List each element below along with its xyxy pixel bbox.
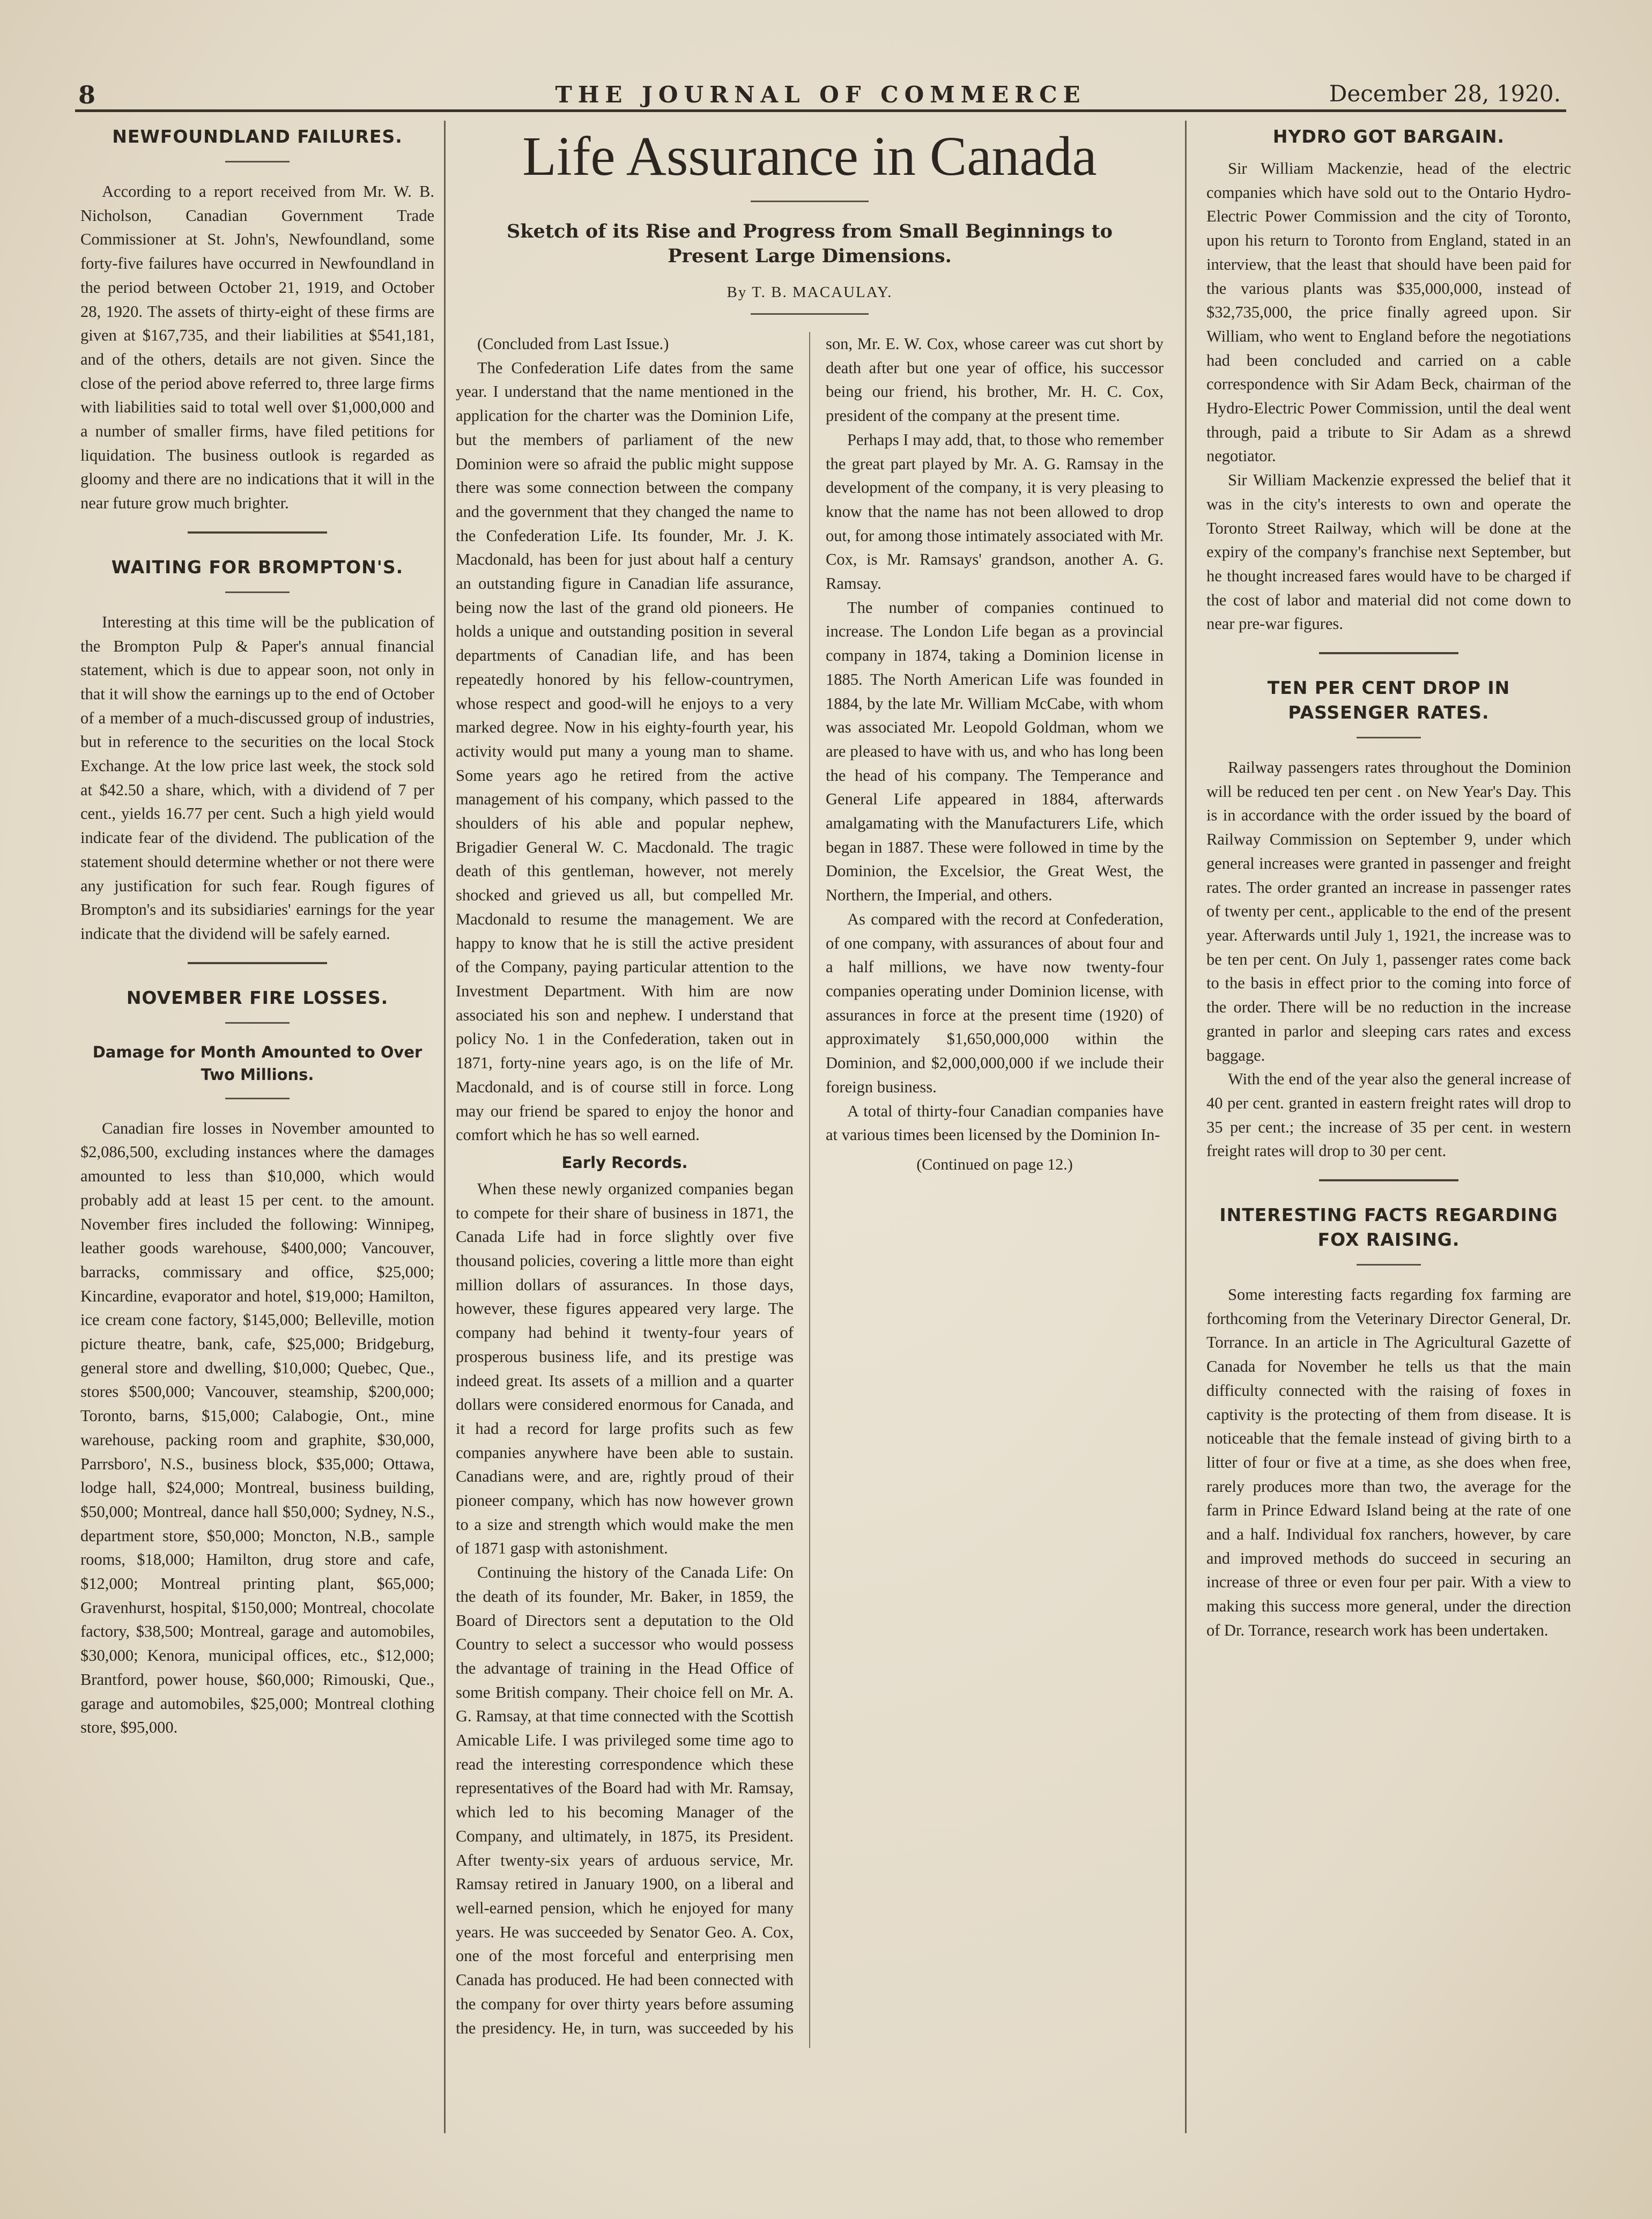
article-paragraph: Continuing the history of the Canada Life: On the death of its founder, Mr. Baker, in 1859, the Board of Directors sent a deputation to the Old Country to select a successor who would possess the advantage of training in the Head Office of some British company. Their choice fell on Mr. A. G. Ramsay, at that time connected with the Scottish Amicable Life. I was privileged some time ago to read the interesting correspondence which these representatives of the Board had with Mr. Ramsay, which led to his becoming Manager of the Company, and ultimately, in 1875, its President. After twenty-six years of arduous service, Mr. Ramsay retired in January 1900, on a liberal and well-earned pension, which he enjoyed for many years. He was succeeded by Senator Geo. A. Cox, one of the most forceful and enterprising men Canada has produced. He had been connected with the company for over thirty years before assuming the presidency. He, in turn, was succeeded by his son, Mr. E. W. Cox, whose career was cut short by death after but one year of office, his successor being our friend, his brother, Mr. H. C. Cox, president of the company at the present time. xyxy=(456,335,1164,2037)
article-passenger-rates xyxy=(1206,676,1571,1163)
main-headline: Life Assurance in Canada xyxy=(522,125,1097,187)
article-title: NEWFOUNDLAND FAILURES. xyxy=(112,126,403,147)
main-deck: Sketch of its Rise and Progress from Small Beginnings to Present Large Dimensions. xyxy=(507,220,1113,267)
article-title: INTERESTING FACTS REGARDING FOX RAISING. xyxy=(1219,1204,1558,1251)
article-title: WAITING FOR BROMPTON'S. xyxy=(111,556,404,578)
article-newfoundland-failures xyxy=(80,124,434,515)
divider xyxy=(1357,1264,1421,1266)
article-paragraph: Perhaps I may add, that, to those who remember the great part played by Mr. A. G. Ramsay in the development of the company, it is very pleasing to know that the name has not been allowed to drop out, for among those intimately associated with Mr. Cox, is Mr. Ramsays' grandson, another A. G. Ramsay. xyxy=(826,430,1164,593)
divider xyxy=(225,1022,290,1024)
article-paragraph: A total of thirty-four Canadian companies have at various times been licensed by the Dominion In- xyxy=(826,1101,1164,1144)
article-note: (Concluded from Last Issue.) xyxy=(477,335,669,353)
divider xyxy=(225,1098,290,1099)
divider xyxy=(225,161,290,162)
article-fox-raising xyxy=(1206,1203,1571,1643)
left-column xyxy=(80,124,434,2139)
article-paragraph: When these newly organized companies began to compete for their share of business in 1871, the Canada Life had in force slightly over five thousand policies, covering a little more than eight million dollars of assurances. In those days, however, these figures appeared very large. The company had behind it twenty-four years of prosperous business life, and its prestige was indeed great. Its assets of a million and a quarter dollars were considered enormous for Canada, and it had a record for large profits such as few companies anywhere have been able to sustain. Canadians were, and are, rightly proud of their pioneer company, which has now however grown to a size and strength which would make the men of 1871 gasp with astonishment. xyxy=(456,1179,794,1558)
article-subhead: Early Records. xyxy=(561,1153,688,1172)
article-paragraph: The number of companies continued to increase. The London Life began as a provincial company in 1874, taking a Dominion license in 1885. The North American Life was founded in 1884, by the late Mr. William McCabe, with whom was associated Mr. Leopold Goldman, whom we are pleased to have with us, and who has long been the head of his company. The Temperance and General Life appeared in 1884, afterwards amalgamating with the Manufacturers Life, which began in 1887. These were followed in time by the Dominion, the Excelsior, the Great West, the Northern, the Imperial, and others. xyxy=(826,598,1164,905)
page-number: 8 xyxy=(78,80,96,109)
divider xyxy=(751,201,869,202)
article-waiting-for-bromptons xyxy=(80,555,434,946)
article-title: HYDRO GOT BARGAIN. xyxy=(1272,126,1505,147)
divider xyxy=(1319,1179,1458,1181)
article-paragraph: Some interesting facts regarding fox farming are forthcoming from the Veterinary Director General, Dr. Torrance. In an article in The Agricultural Gazette of Canada for November he tells us that the main difficulty connected with the raising of foxes in captivity is the protecting of them from disease. It is noticeable that the female instead of giving birth to a litter of four or five at a time, as she does when free, rarely produces more than two, the average for the farm in Prince Edward Island being at the rate of one and a half. Individual fox ranchers, however, by care and improved methods do succeed in securing an increase of three or even four per pair. With a view to making this success more general, under the direction of Dr. Torrance, research work has been undertaken. xyxy=(1206,1285,1571,1639)
article-title: NOVEMBER FIRE LOSSES. xyxy=(126,987,389,1008)
article-body: Interesting at this time will be the publication of the Brompton Pulp & Paper's annual financial statement, which is due to appear soon, not only in that it will show the earnings up to the end of October of a member of a much-discussed group of industries, but in reference to the securities on the local Stock Exchange. At the low price last week, the stock sold at $42.50 a share, which, with a dividend of 7 per cent., yields 16.77 per cent. Such a high yield would indicate fear of the dividend. The publication of the statement should determine whether or not there were any justification for such fear. Rough figures of Brompton's and its subsidiaries' earnings for the year indicate that the dividend will be safely earned. xyxy=(80,612,434,943)
article-paragraph: Sir William Mackenzie expressed the belief that it was in the city's interests to own and operate the Toronto Street Railway, which will be done at the expiry of the company's franchise next September, but he thought increased fares would have to be charged if the cost of labor and material did not come down to near pre-war figures. xyxy=(1206,471,1571,633)
byline: By T. B. MACAULAY. xyxy=(727,284,893,301)
divider xyxy=(225,591,290,593)
column-rule xyxy=(444,121,446,2133)
article-paragraph: The Confederation Life dates from the same year. I understand that the name mentioned in the application for the charter was the Dominion Life, but the members of parliament of the new Dominion were so afraid the public might suppose there was some connection between the company and the government that they changed the name to the Confederation Life. Its founder, Mr. J. K. Macdonald, has been for just about half a century an outstanding figure in Canadian life assurance, being now the last of the grand old pioneers. He holds a unique and outstanding position in several departments of Canadian life, and has been repeatedly honored by his fellow-countrymen, whose respect and good-will he enjoys to a very marked degree. Now in his eighty-fourth year, his activity would put many a young man to shame. Some years ago he retired from the active management of his company, which passed to the shoulders of his able and popular nephew, Brigadier General W. C. Macdonald. The tragic death of this gentleman, however, not merely shocked and grieved us all, but compelled Mr. Macdonald to resume the management. We are happy to know that he is still the active president of the Company, paying particular attention to the Investment Department. With him are now associated his son and nephew. I understand that policy No. 1 in the Confederation, taken out in 1871, forty-nine years ago, is on the life of Mr. Macdonald, and is of course still in force. Long may our friend be spared to enjoy the honor and comfort which he has so well earned. xyxy=(456,358,794,1144)
divider xyxy=(1357,737,1421,738)
divider xyxy=(751,313,869,315)
article-paragraph: With the end of the year also the general increase of 40 per cent. granted in eastern freight rates will drop to 35 per cent.; the increase of 35 per cent. in western freight rates will drop to 30 per cent. xyxy=(1206,1070,1571,1160)
right-column xyxy=(1206,124,1571,2139)
continued-note: (Continued on page 12.) xyxy=(916,1155,1073,1173)
article-body: According to a report received from Mr. W. B. Nicholson, Canadian Government Trade Commissioner at St. John's, Newfoundland, some forty-five failures have occurred in Newfoundland in the period between October 21, 1919, and October 28, 1920. The assets of thirty-eight of these firms are given at $167,735, and their liabilities at $541,181, and of the others, details are not given. Since the close of the period above referred to, three large firms with liabilities said to total well over $1,000,000 and a number of smaller firms, have filed petitions for liquidation. The business outlook is regarded as gloomy and there are no indications that it will in the near future grow much brighter. xyxy=(80,182,434,513)
divider xyxy=(188,531,327,534)
article-subtitle: Damage for Month Amounted to Over Two Millions. xyxy=(92,1042,423,1084)
issue-date: December 28, 1920. xyxy=(1329,80,1561,107)
article-title: TEN PER CENT DROP IN PASSENGER RATES. xyxy=(1267,677,1510,723)
article-hydro-got-bargain xyxy=(1206,124,1571,636)
main-article xyxy=(456,124,1164,2139)
divider xyxy=(188,962,327,964)
divider xyxy=(1319,652,1458,654)
column-rule xyxy=(1185,121,1187,2133)
article-paragraph: Railway passengers rates throughout the Dominion will be reduced ten per cent . on New Year's Day. This is in accordance with the order issued by the board of Railway Commission on September 9, under which general increases were granted in passenger and freight rates. The order granted an increase in passenger rates of twenty per cent., applicable to the end of the present year. Afterwards until July 1, 1921, the increase was to be ten per cent. On July 1, passenger rates come back to the basis in effect prior to the coming into force of the order. There will be no reduction in the increase granted in parlor and sleeping cars rates and excess baggage. xyxy=(1206,758,1571,1064)
article-november-fire-losses xyxy=(80,986,434,1740)
main-article-body xyxy=(456,332,1164,2048)
article-body: Canadian fire losses in November amounted to $2,086,500, excluding instances where the damages amounted to less than $10,000, which would probably add at least 15 per cent. to the amount. November fires included the following: Winnipeg, leather goods warehouse, $400,000; Vancouver, barracks, commissary and office, $25,000; Kincardine, evaporator and hotel, $19,000; Hamilton, ice cream cone factory, $145,000; Belleville, motion picture theatre, bank, cafe, $25,000; Bridgeburg, general store and dwelling, $10,000; Quebec, Que., stores $500,000; Vancouver, steamship, $200,000; Toronto, barns, $15,000; Calabogie, Ont., mine warehouse, packing room and graphite, $30,000, Parrsboro', N.S., business block, $35,000; Ottawa, lodge hall, $24,000; Montreal, business building, $50,000; Montreal, dance hall $50,000; Sydney, N.S., department store, $50,000; Moncton, N.B., sample rooms, $18,000; Hamilton, drug store and cafe, $12,000; Montreal printing plant, $65,000; Gravenhurst, hospital, $150,000; Montreal, chocolate factory, $38,500; Montreal, garage and automobiles, $30,000; Kenora, municipal offices, etc., $12,000; Brantford, power house, $60,000; Rimouski, Que., garage and automobiles, $25,000; Montreal clothing store, $95,000. xyxy=(80,1119,434,1737)
article-paragraph: Sir William Mackenzie, head of the electric companies which have sold out to the Ontario Hydro-Electric Power Commission and the city of Toronto, upon his return to Toronto from England, stated in an interview, that the least that should have been paid for the various plants was $35,000,000, instead of $32,735,000, the price finally agreed upon. Sir William, who went to England before the negotiations had been concluded and carried on a cable correspondence with Sir Adam Beck, chairman of the Hydro-Electric Power Commission, until the deal went through, paid a tribute to Sir Adam as a shrewd negotiator. xyxy=(1206,159,1571,465)
journal-name: THE JOURNAL OF COMMERCE xyxy=(555,82,1086,108)
page-header xyxy=(75,75,1566,112)
article-paragraph: As compared with the record at Confederation, of one company, with assurances of about four and a half millions, we have now twenty-four companies operating under Dominion license, with assurances in force at the present time (1920) of approximately $1,650,000,000 within the Dominion, and $2,000,000,000 if we include their foreign business. xyxy=(826,909,1164,1096)
